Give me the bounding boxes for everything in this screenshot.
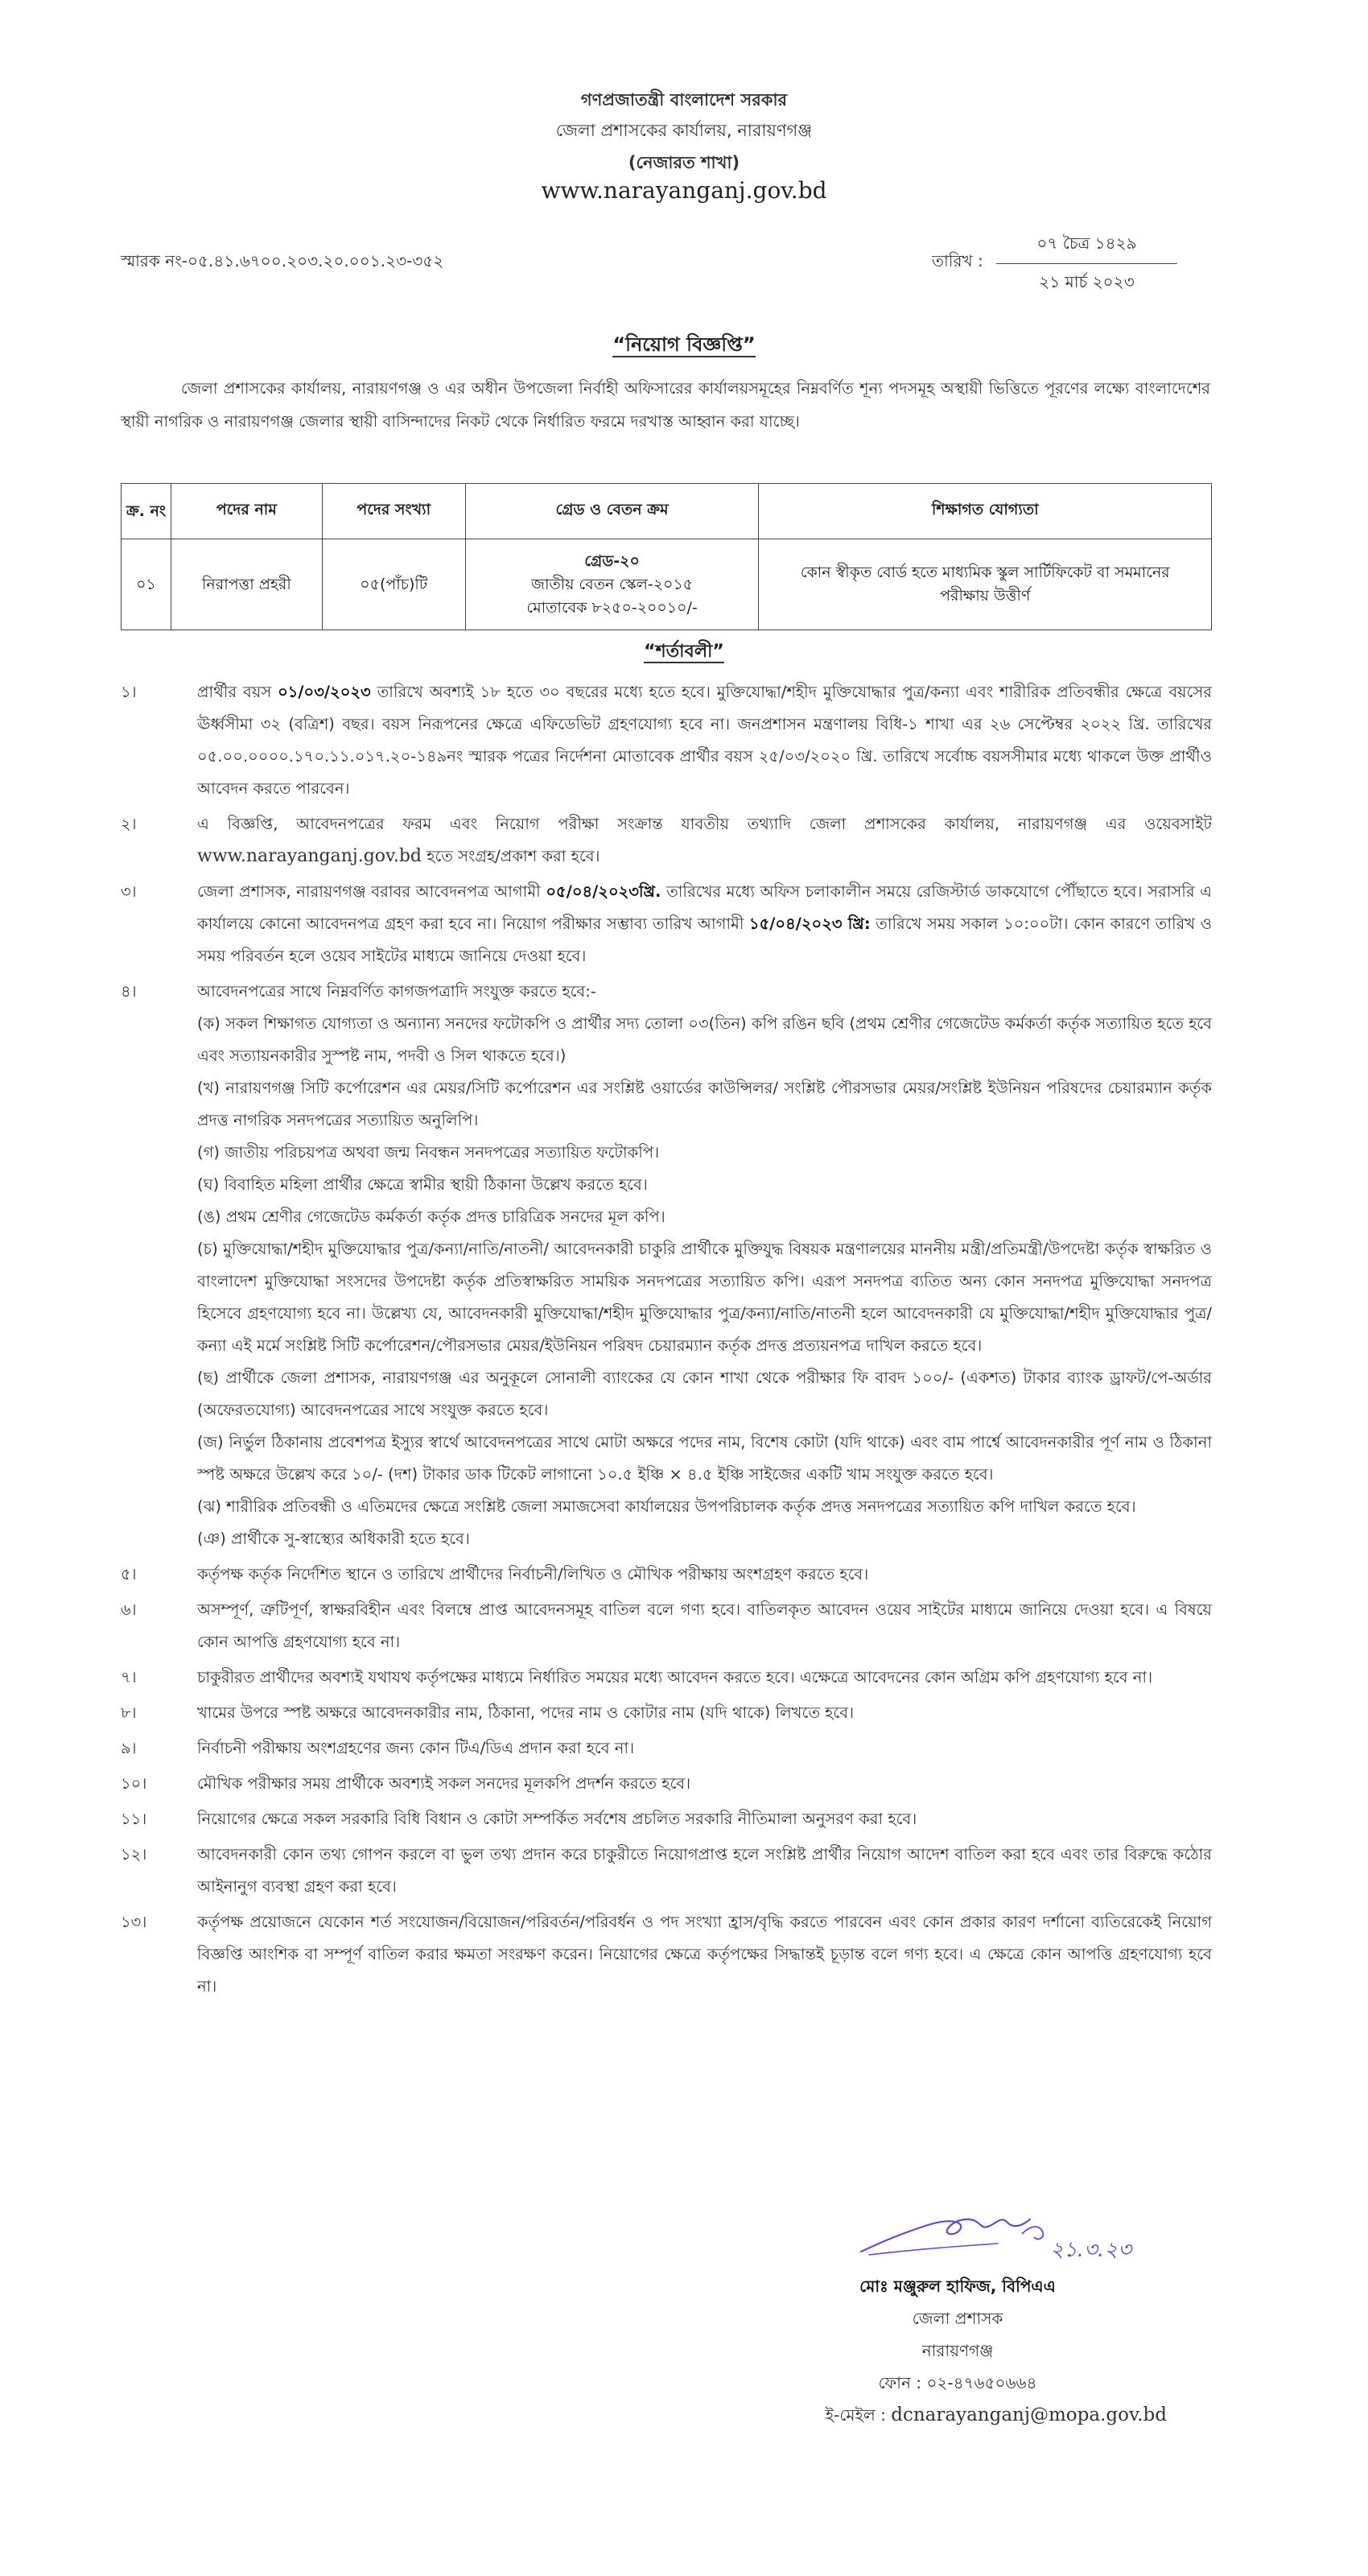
section-name: (নেজারত শাখা) (628, 153, 740, 172)
condition-text: মৌখিক পরীক্ষার সময় প্রার্থীকে অবশ্যই সকল সনদের মূলকপি প্রদর্শন করতে হবে। (197, 1774, 691, 1793)
condition-text: কর্তৃপক্ষ কর্তৃক নির্দেশিত স্থানে ও তারিখে প্রার্থীদের নির্বাচনী/লিখিত ও মৌখিক পরীক্ষায় অংশগ্রহণ করতে হবে। (197, 1565, 869, 1583)
condition-text: হতে সংগ্রহ/প্রকাশ করা হবে। (422, 847, 600, 865)
posts-table (121, 483, 1212, 630)
cell-count: ০৫(পাঁচ)টি (322, 539, 465, 630)
condition-6 (121, 1594, 1212, 1658)
signatory-name: মোঃ মঞ্জুরুল হাফিজ, বিপিএএ (859, 2277, 1056, 2296)
memo-number: স্মারক নং-০৫.৪১.৬৭০০.২০৩.২০.০০১.২৩-৩৫২ (121, 251, 444, 270)
intro-paragraph: জেলা প্রশাসকের কার্যালয়, নারায়ণগঞ্জ ও এর অধীন উপজেলা নির্বাহী অফিসারের কার্যালয়সমূহের নিম্নবর্ণিত শূন্য পদসমূহ অস্থায়ী ভিত্তিতে পূরণের লক্ষ্যে বাংলাদেশের স্থায়ী নাগরিক ও নারায়ণগঞ্জ জেলার স্থায়ী বাসিন্দাদের নিকট থেকে নির্ধারিত ফরমে দরখাস্ত আহ্বান করা যাচ্ছে। (121, 379, 1210, 431)
col-header-serial: ক্র. নং (122, 484, 171, 539)
condition-number: ৫। (121, 1565, 137, 1583)
condition-text: জেলা প্রশাসক, নারায়ণগঞ্জ বরাবর আবেদনপত্র আগামী (197, 882, 546, 901)
condition-text: নির্বাচনী পরীক্ষায় অংশগ্রহণের জন্য কোন টিএ/ডিএ প্রদান করা হবে না। (197, 1739, 635, 1757)
cell-post: নিরাপত্তা প্রহরী (171, 539, 322, 630)
document-chha: (ছ) প্রার্থীকে জেলা প্রশাসক, নারায়ণগঞ্জ এর অনুকূলে সোনালী ব্যাংকের যে কোন শাখা থেকে পরীক্ষার ফি বাবদ ১০০/- (একশত) টাকার ব্যাংক ড্রাফট/পে-অর্ডার (অফেরতযোগ্য) আবেদনপত্রের সাথে সংযুক্ত করতে হবে। (197, 1368, 1212, 1419)
handwritten-signature (837, 2202, 1191, 2266)
table-row (122, 539, 1212, 630)
col-header-count: পদের সংখ্যা (322, 484, 465, 539)
condition-number: ৬। (121, 1600, 137, 1619)
table-header-row (122, 484, 1212, 539)
condition-text: তারিখে সময় সকাল ১০:০০টা। কোন কারণে তারিখ ও সময় পরিবর্তন হলে ওয়েব সাইটের মাধ্যমে জানিয়ে দেওয়া হবে। (197, 914, 1212, 965)
conditions-title-text: “শর্তাবলী” (644, 642, 724, 662)
date-label: তারিখ : (932, 251, 983, 270)
condition-text: তারিখের মধ্যে অফিস চলাকালীন সময়ে রেজিস্টার্ড ডাকযোগে পৌঁছাতে হবে। সরাসরি এ কার্যালয়ে কোনো আবেদনপত্র গ্রহণ করা হবে না। নিয়োগ পরীক্ষার সম্ভাব্য তারিখ আগামী (197, 882, 1212, 933)
cell-grade (465, 539, 759, 630)
date-box (996, 232, 1177, 297)
condition-9 (121, 1732, 1212, 1765)
signatory-block (748, 2270, 1167, 2431)
email-label: ই-মেইল : (825, 2405, 892, 2425)
condition-11 (121, 1803, 1212, 1835)
condition-number: ১২। (121, 1845, 147, 1864)
document-ga: (গ) জাতীয় পরিচয়পত্র অথবা জন্ম নিবন্ধন সনদপত্রের সত্যায়িত ফটোকপি। (197, 1143, 660, 1162)
conditions-list (121, 676, 1212, 2006)
condition-4 (121, 976, 1212, 1555)
condition-text: নিয়োগের ক্ষেত্রে সকল সরকারি বিধি বিধান ও কোটা সম্পর্কিত সর্বশেষ প্রচলিত সরকারি নীতিমালা অনুসরণ করা হবে। (197, 1810, 917, 1828)
condition-4-intro: আবেদনপত্রের সাথে নিম্নবর্ণিত কাগজপত্রাদি সংযুক্ত করতে হবে:- (197, 982, 596, 1001)
notice-title (0, 330, 1368, 362)
document-uo: (ঙ) প্রথম শ্রেণীর গেজেটেড কর্মকর্তা কর্তৃক প্রদত্ত চারিত্রিক সনদের মূল কপি। (197, 1208, 665, 1226)
cell-serial: ০১ (122, 539, 171, 630)
condition-text: অসম্পূর্ণ, ত্রুটিপূর্ণ, স্বাক্ষরবিহীন এবং বিলম্বে প্রাপ্ত আবেদনসমূহ বাতিল বলে গণ্য হবে। বাতিলকৃত আবেদন ওয়েব সাইটের মাধ্যমে জানিয়ে দেওয়া হবে। এ বিষয়ে কোন আপত্তি গ্রহণযোগ্য হবে না। (197, 1600, 1212, 1651)
col-header-grade: গ্রেড ও বেতন ক্রম (465, 484, 759, 539)
website-url[interactable]: www.narayanganj.gov.bd (541, 177, 827, 204)
condition-2 (121, 808, 1212, 873)
condition-12 (121, 1839, 1212, 1903)
condition-number: ৪। (121, 982, 137, 1001)
condition-number: ২। (121, 815, 137, 833)
condition-number: ৯। (121, 1739, 137, 1757)
condition-number: ১১। (121, 1810, 147, 1828)
col-header-post: পদের নাম (171, 484, 322, 539)
document-gha: (ঘ) বিবাহিত মহিলা প্রার্থীর ক্ষেত্রে স্বামীর স্থায়ী ঠিকানা উল্লেখ করতে হবে। (197, 1175, 648, 1194)
document-cha: (চ) মুক্তিযোদ্ধা/শহীদ মুক্তিযোদ্ধার পুত্র/কন্যা/নাতি/নাতনী/ আবেদনকারী চাকুরি প্রার্থীকে মুক্তিযুদ্ধ বিষয়ক মন্ত্রণালয়ের মাননীয় মন্ত্রী/প্রতিমন্ত্রী/উপদেষ্টা কর্তৃক স্বাক্ষরিত ও বাংলাদেশ মুক্তিযোদ্ধা সংসদের উপদেষ্টা কর্তৃক প্রতিস্বাক্ষরিত সাময়িক সনদপত্রের সত্যায়িত কপি। এরূপ সনদপত্র ব্যতিত অন্য কোন সনদপত্র মুক্তিযোদ্ধা সনদপত্র হিসেবে গ্রহণযোগ্য হবে না। উল্লেখ্য যে, আবেদনকারী মুক্তিযোদ্ধা/শহীদ মুক্তিযোদ্ধার পুত্র/কন্যা/নাতি/নাতনী হলে আবেদনকারী যে মুক্তিযোদ্ধা/শহীদ মুক্তিযোদ্ধার পুত্র/কন্যা এই মর্মে সংশ্লিষ্ট সিটি কর্পোরেশন/পৌরসভার মেয়র/ইউনিয়ন পরিষদ চেয়ারম্যান কর্তৃক প্রদত্ত প্রত্যয়নপত্র দাখিল করতে হবে। (197, 1240, 1212, 1355)
cell-qualification: কোন স্বীকৃত বোর্ড হতে মাধ্যমিক স্কুল সার্টিফিকেট বা সমমানের পরীক্ষায় উত্তীর্ণ (759, 539, 1212, 630)
conditions-title (0, 638, 1368, 667)
condition-8 (121, 1697, 1212, 1729)
condition-5 (121, 1558, 1212, 1591)
pay-scale-line2: মোতাবেক ৮২৫০-২০০১০/- (526, 598, 698, 617)
condition-13 (121, 1906, 1212, 2003)
age-reference-date: ০১/০৩/২০২৩ (278, 683, 371, 701)
condition-text: চাকুরীরত প্রার্থীদের অবশ্যই যথাযথ কর্তৃপক্ষের মাধ্যমে নির্ধারিত সময়ের মধ্যে আবেদন করতে হবে। এক্ষেত্রে আবেদনের কোন অগ্রিম কপি গ্রহণযোগ্য হবে না। (197, 1668, 1153, 1686)
condition-7 (121, 1662, 1212, 1694)
document-ja: (জ) নির্ভুল ঠিকানায় প্রবেশপত্র ইস্যুর স্বার্থে আবেদনপত্রের সাথে মোটা অক্ষরে পদের নাম, বিশেষ কোটা (যদি থাকে) এবং বাম পার্শ্বে আবেদনকারীর পূর্ণ নাম ও ঠিকানা স্পষ্ট অক্ষরে উল্লেখ করে ১০/- (দশ) টাকার ডাক টিকেট লাগানো ১০.৫ ইঞ্চি × ৪.৫ ইঞ্চি সাইজের একটি খাম সংযুক্ত করতে হবে। (197, 1433, 1212, 1484)
document-jha: (ঝ) শারীরিক প্রতিবন্ধী ও এতিমদের ক্ষেত্রে সংশ্লিষ্ট জেলা সমাজসেবা কার্যালয়ের উপপরিচালক কর্তৃক প্রদত্ত সনদপত্রের সত্যায়িত কপি দাখিল করতে হবে। (197, 1497, 1136, 1516)
application-deadline: ০৫/০৪/২০২৩খ্রি. (546, 882, 661, 901)
condition-number: ১৩। (121, 1913, 147, 1931)
document-nio: (ঞ) প্রার্থীকে সু-স্বাস্থ্যের অধিকারী হতে হবে। (197, 1530, 470, 1548)
pay-scale-line1: জাতীয় বেতন স্কেল-২০১৫ (531, 575, 694, 593)
signature-date: ২১.৩.২৩ (1050, 2238, 1132, 2262)
condition-3 (121, 876, 1212, 972)
signatory-email-line (748, 2399, 1167, 2431)
grade-label: গ্রেড-২০ (584, 551, 640, 570)
condition-text: প্রার্থীর বয়স (197, 683, 278, 701)
condition-number: ৩। (121, 882, 137, 901)
col-header-qualification: শিক্ষাগত যোগ্যতা (759, 484, 1212, 539)
condition-1 (121, 676, 1212, 805)
date-bangla: ০৭ চৈত্র ১৪২৯ (996, 232, 1177, 264)
signatory-district: নারায়ণগঞ্জ (921, 2341, 994, 2360)
condition-number: ১। (121, 683, 137, 701)
document-kha: (খ) নারায়ণগঞ্জ সিটি কর্পোরেশন এর মেয়র/সিটি কর্পোরেশন এর সংশ্লিষ্ট ওয়ার্ডের কাউন্সিলর/ সংশ্লিষ্ট পৌরসভার মেয়র/সংশ্লিষ্ট ইউনিয়ন পরিষদের চেয়ারম্যান কর্তৃক প্রদত্ত নাগরিক সনদপত্রের সত্যায়িত অনুলিপি। (197, 1079, 1212, 1129)
document-ka: (ক) সকল শিক্ষাগত যোগ্যতা ও অন্যান্য সনদের ফটোকপি ও প্রার্থীর সদ্য তোলা ০৩(তিন) কপি রঙিন ছবি (প্রথম শ্রেণীর গেজেটেড কর্মকর্তা কর্তৃক সত্যায়িত হতে হবে এবং সত্যায়নকারীর সুস্পষ্ট নাম, পদবী ও সিল থাকতে হবে।) (197, 1014, 1212, 1065)
condition-text: খামের উপরে স্পষ্ট অক্ষরে আবেদনকারীর নাম, ঠিকানা, পদের নাম ও কোটার নাম (যদি থাকে) লিখতে হবে। (197, 1703, 855, 1722)
date-english: ২১ মার্চ ২০২৩ (1039, 272, 1135, 291)
government-title: গণপ্রজাতন্ত্রী বাংলাদেশ সরকার (580, 90, 788, 109)
notice-title-text: “নিয়োগ বিজ্ঞপ্তি” (612, 333, 756, 356)
signatory-phone: ফোন : ০২-৪৭৬৫০৬৬৪ (878, 2373, 1037, 2392)
condition-10 (121, 1768, 1212, 1800)
exam-date: ১৫/০৪/২০২৩ খ্রি: (748, 914, 871, 933)
website-link[interactable]: www.narayanganj.gov.bd (197, 846, 422, 866)
condition-text: কর্তৃপক্ষ প্রয়োজনে যেকোন শর্ত সংযোজন/বিয়োজন/পরিবর্তন/পরিবর্ধন ও পদ সংখ্যা হ্রাস/বৃদ্ধি করতে পারবেন এবং কোন প্রকার কারণ দর্শানো ব্যতিরেকেই নিয়োগ বিজ্ঞপ্তি আংশিক বা সম্পূর্ণ বাতিল করার ক্ষমতা সংরক্ষণ করেন। নিয়োগের ক্ষেত্রে কর্তৃপক্ষের সিদ্ধান্তই চূড়ান্ত বলে গণ্য হবে। এ ক্ষেত্রে কোন আপত্তি গ্রহণযোগ্য হবে না। (197, 1913, 1212, 1996)
condition-text: আবেদনকারী কোন তথ্য গোপন করলে বা ভুল তথ্য প্রদান করে চাকুরীতে নিয়োগপ্রাপ্ত হলে সংশ্লিষ্ট প্রার্থীর নিয়োগ আদেশ বাতিল করা হবে এবং তার বিরুদ্ধে কঠোর আইনানুগ ব্যবস্থা গ্রহণ করা হবে। (197, 1845, 1212, 1896)
condition-number: ১০। (121, 1774, 147, 1793)
condition-number: ৮। (121, 1703, 137, 1722)
condition-text: তারিখে অবশ্যই ১৮ হতে ৩০ বছরের মধ্যে হতে হবে। মুক্তিযোদ্ধা/শহীদ মুক্তিযোদ্ধার পুত্র/কন্যা এবং শারীরিক প্রতিবন্ধীর ক্ষেত্রে বয়সের ঊর্ধ্বসীমা ৩২ (বত্রিশ) বছর। বয়স নিরূপনের ক্ষেত্রে এফিডেভিট গ্রহণযোগ্য হবে না। জনপ্রশাসন মন্ত্রণালয় বিধি-১ শাখা এর ২৬ সেপ্টেম্বর ২০২২ খ্রি. তারিখের ০৫.০০.০০০০.১৭০.১১.০১৭.২০-১৪৯নং স্মারক পত্রের নির্দেশনা মোতাবেক প্রার্থীর বয়স ২৫/০৩/২০২০ খ্রি. তারিখে সর্বোচ্চ বয়সসীমার মধ্যে থাকলে উক্ত প্রার্থীও আবেদন করতে পারবেন। (197, 683, 1212, 798)
office-name: জেলা প্রশাসকের কার্যালয়, নারায়ণগঞ্জ (555, 121, 813, 140)
condition-text: এ বিজ্ঞপ্তি, আবেদনপত্রের ফরম এবং নিয়োগ পরীক্ষা সংক্রান্ত যাবতীয় তথ্যাদি জেলা প্রশাসকের কার্যালয়, নারায়ণগঞ্জ এর ওয়েবসাইট (197, 815, 1212, 833)
signatory-designation: জেলা প্রশাসক (912, 2309, 1003, 2328)
email-address[interactable]: dcnarayanganj@mopa.gov.bd (891, 2405, 1167, 2425)
condition-number: ৭। (121, 1668, 137, 1686)
